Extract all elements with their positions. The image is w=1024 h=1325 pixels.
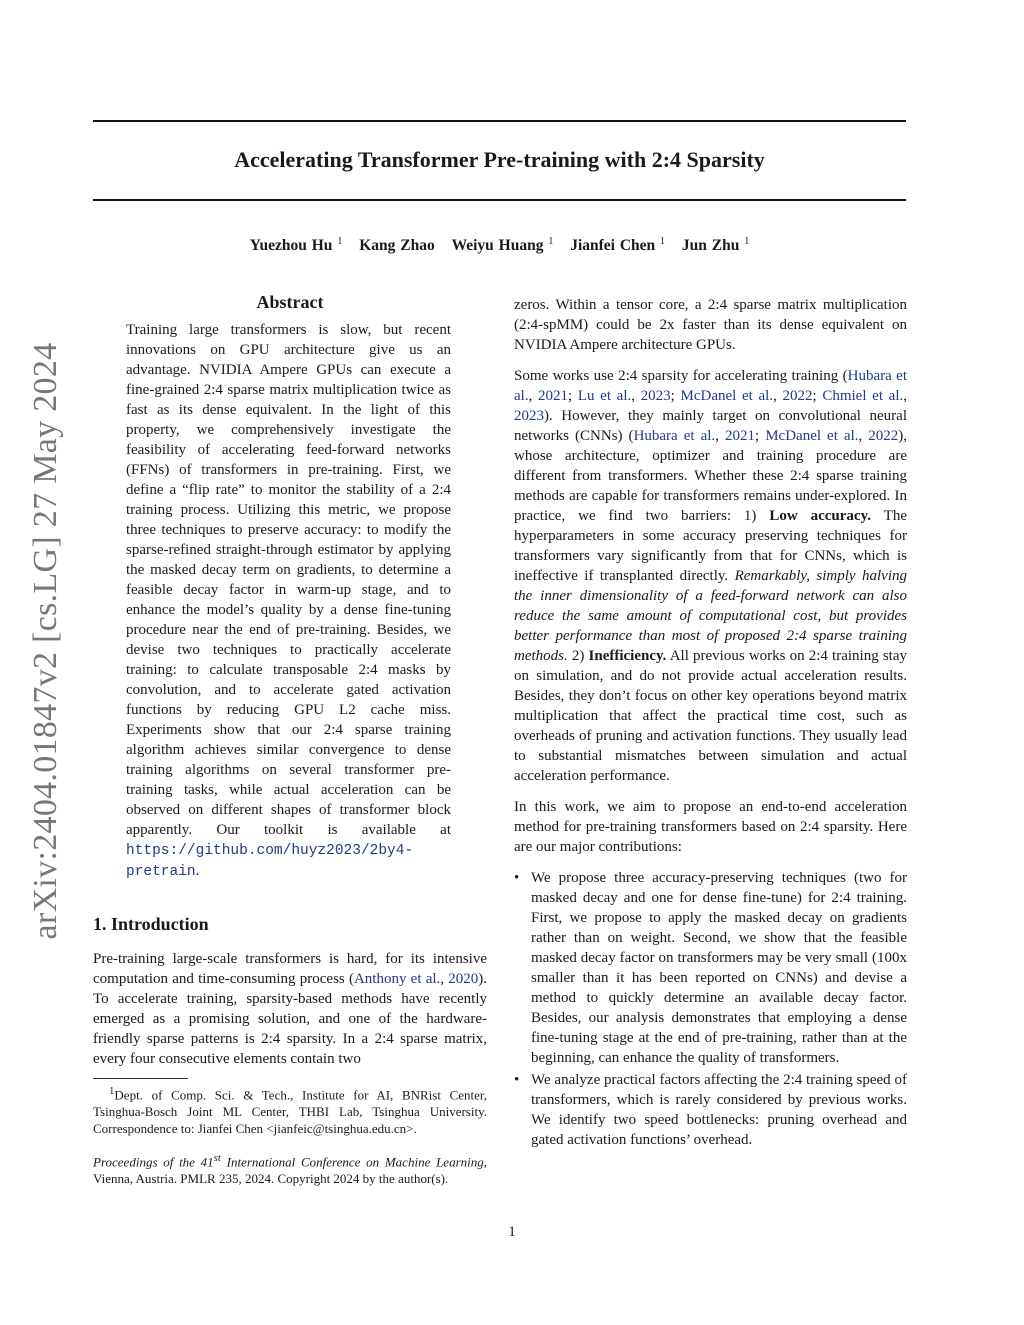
paper-title: Accelerating Transformer Pre-training with 2:4 Sparsity [234,147,765,172]
intro-paragraph: Pre-training large-scale transformers is hard, for its intensive computation and time-consuming process (Anthony et al., 2020). To accelerate training, sparsity-based methods have recently emerged as a promising solution, and one of the hardware-friendly sparse patterns is 2:4 sparsity. In a 2:4 sparse matrix, every four consecutive elements contain two [93,951,488,1067]
citation-link[interactable]: Hubara et al. [514,368,907,404]
paragraph: In this work, we aim to propose an end-to-end acceleration method for pre-training transformers based on 2:4 sparsity. Here are our major contributions: [514,799,907,855]
abstract-heading: Abstract [256,292,324,312]
list-item: • We analyze practical factors affecting the 2:4 training speed of transformers, which is rarely considered by previous works. We identify two speed bottlenecks: pruning overhead and gated activation functions’ overhead. [514,1072,907,1148]
citation-link[interactable]: McDanel et al. [765,428,859,444]
citation-link[interactable]: Hubara et al. [633,428,716,444]
right-column [514,295,907,1152]
list-item: • We propose three accuracy-preserving techniques (two for masked decay and one for dense fine-tune) for 2:4 training. First, we propose to apply the masked decay on gradients rather than on weight. Second, we show that the feasible masked decay factor on transformers may be very small (100x smaller than it has been reported on CNNs) and devise a method to quickly determine an available decay factor. Besides, our analysis demonstrates that employing a dense fine-tuning stage at the end of pre-training, rather than at the beginning, can enhance the quality of transformers. [514,870,907,1066]
citation-link[interactable]: Chmiel et al. [822,388,904,404]
author-list [93,236,906,255]
page-number: 1 [508,1224,516,1240]
citation-year-link[interactable]: 2023 [640,388,671,404]
footnote-rule [93,1078,188,1079]
author: Yuezhou Hu $^1$ [249,236,343,255]
github-link[interactable]: https://github.com/huyz2023/2by4-pretrain [126,843,414,880]
proceedings-note: Proceedings of the 41st International Conference on Machine Learning, Vienna, Austria. PMLR 235, 2024. Copyright 2024 by the author(s). [93,1152,487,1187]
citation-link[interactable]: Lu et al. [577,388,632,404]
citation-year-link[interactable]: 2022 [868,428,899,444]
bullet-icon: • [514,870,520,886]
contributions-list [514,868,907,1150]
bullet-icon: • [514,1072,520,1088]
affiliation-footnote: $^1$Dept. of Comp. Sci. & Tech., Institute for AI, BNRist Center, Tsinghua-Bosch Joint ML Center, THBI Lab, Tsinghua University. Correspondence to: Jianfei Chen <jianfeic@tsinghua.edu.cn>. [93,1085,487,1137]
author: Jun Zhu $^1$ [681,236,750,255]
paragraph: Some works use 2:4 sparsity for accelerating training (Hubara et al., 2021; Lu et al., 2023; McDanel et al., 2022; Chmiel et al., 2023). However, they mainly target on convolutional neural networks (CNNs) (Hubara et al., 2021; McDanel et al., 2022), whose architecture, optimizer and training procedure are different from transformers. Whether these 2:4 sparse training methods are capable for transformers remains under-explored. In practice, we find two barriers: 1) Low accuracy. The hyperparameters in some accuracy preserving techniques for transformers vary significantly from that for CNNs, which is ineffective if transplanted directly. Remarkably, simply halving the inner dimensionality of a feed-forward network can also reduce the same amount of computational cost, but provides better performance than most of proposed 2:4 sparse training methods. 2) Inefficiency. All previous works on 2:4 training stay on simulation, and do not provide actual acceleration results. Besides, they don’t focus on other key operations beyond matrix multiplication that affect the practical time cost, such as overheads of pruning and activation functions. They usually lead to substantial mismatches between simulation and actual acceleration performance. [514,368,908,784]
section-heading-introduction: 1. Introduction [93,914,209,934]
author: Jianfei Chen $^1$ [570,236,666,255]
author: Weiyu Huang $^1$ [451,236,554,255]
citation-year-link[interactable]: 2021 [724,428,755,444]
citation-year-link[interactable]: 2022 [782,388,813,404]
author: Kang Zhao [359,237,435,255]
citation-link[interactable]: Anthony et al. [353,971,441,987]
top-rule [93,120,906,122]
citation-year-link[interactable]: 2023 [514,408,544,424]
paragraph: zeros. Within a tensor core, a 2:4 sparse matrix multiplication (2:4-spMM) could be 2x faster than its dense equivalent on NVIDIA Ampere architecture GPUs. [514,297,907,353]
title-bottom-rule [93,199,906,201]
citation-link[interactable]: McDanel et al. [680,388,774,404]
abstract-body: Training large transformers is slow, but recent innovations on GPU architecture give us an advantage. NVIDIA Ampere GPUs can execute a fine-grained 2:4 sparse matrix multiplication twice as fast as its dense equivalent. In the light of this property, we comprehensively investigate the feasibility of accelerating feed-forward networks (FFNs) of transformers in pre-training. First, we define a “flip rate” to monitor the stability of a 2:4 training process. Utilizing this metric, we propose three techniques to preserve accuracy: to modify the sparse-refined straight-through estimator by applying the masked decay term on gradients, to determine a feasible decay factor in warm-up stage, and to enhance the model’s quality by a dense fine-tuning procedure near the end of pre-training. Besides, we devise two techniques to practically accelerate training: to calculate transposable 2:4 masks by convolution, and to accelerate gated activation functions by reducing GPU L2 cache miss. Experiments show that our 2:4 sparse training algorithm achieves similar convergence to dense training algorithms on several transformer pre-training tasks, while actual acceleration can be observed on different shapes of transformer block apparently. Our toolkit is available at https://github.com/huyz2023/2by4-pretrain. [126,322,451,880]
citation-year-link[interactable]: 2021 [538,388,568,404]
citation-year-link[interactable]: 2020 [448,971,479,987]
